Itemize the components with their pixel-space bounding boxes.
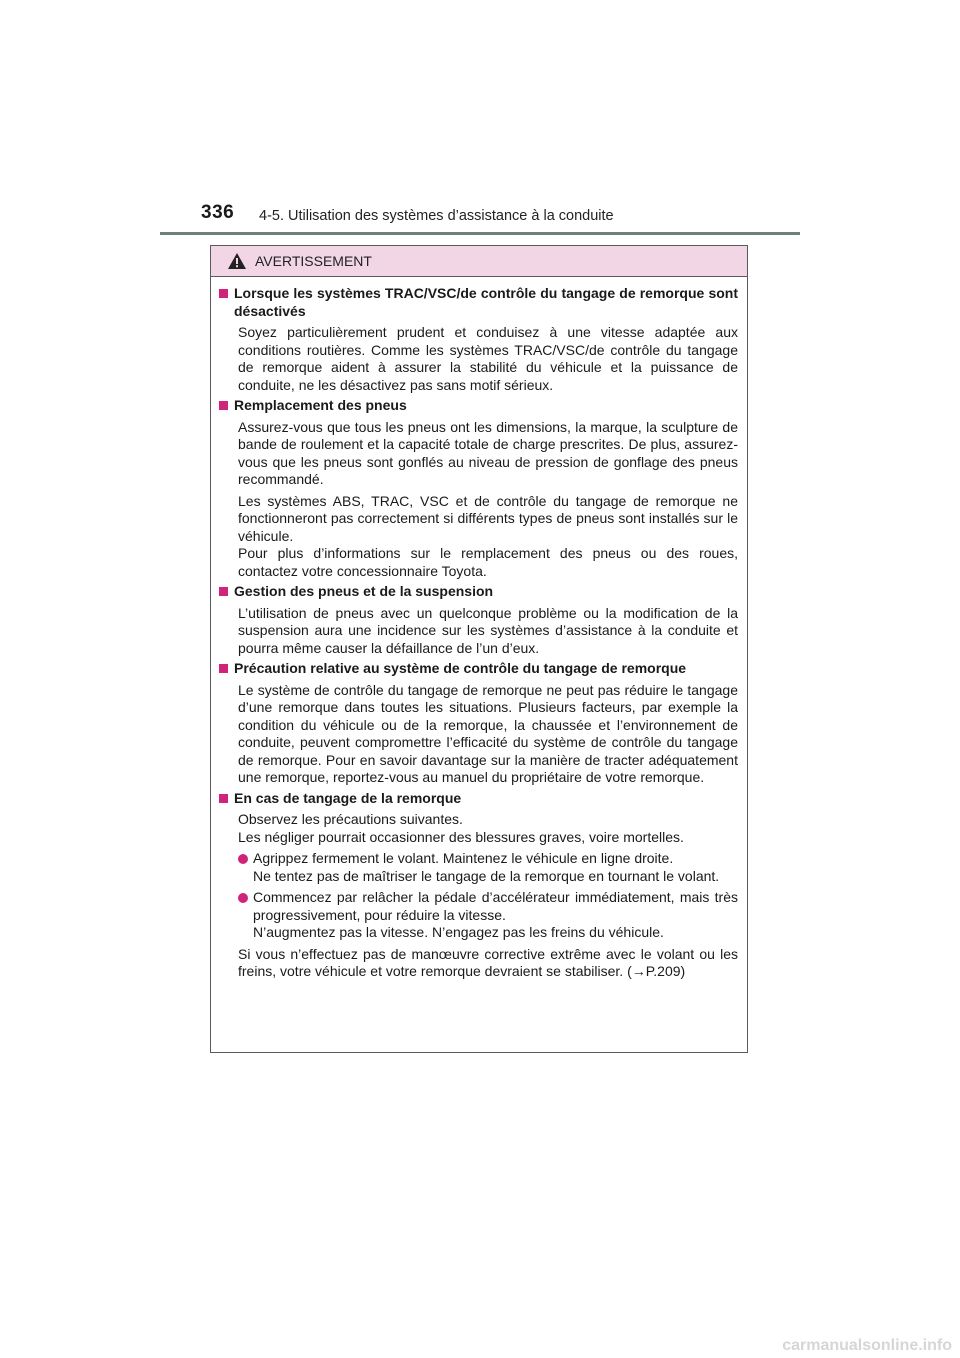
square-bullet-icon (219, 664, 228, 673)
chapter-title: 4-5. Utilisation des systèmes d’assistance à la conduite (259, 208, 614, 224)
list-item: Commencez par relâcher la pédale d’accélérateur immédiatement, mais très progressivement, pour réduire la vitesse. N’augmentez pas la vitesse. N’engagez pas les freins du véhicule. (238, 889, 738, 942)
paragraph: Si vous n’effectuez pas de manœuvre corrective extrême avec le volant ou les freins, votre véhicule et votre remorque devraient se stabiliser. (→P.209) (238, 945, 738, 979)
paragraph: Pour plus d’informations sur le remplacement des pneus ou des roues, contactez votre concessionnaire Toyota. (238, 545, 738, 579)
paragraph: Observez les précautions suivantes. Les négliger pourrait occasionner des blessures graves, voire mortelles. (238, 811, 684, 845)
header-rule (160, 232, 800, 235)
section-heading: Lorsque les systèmes TRAC/VSC/de contrôle du tangage de remorque sont désactivés (219, 285, 738, 320)
paragraph: Soyez particulièrement prudent et conduisez à une vitesse adaptée aux conditions routières. Comme les systèmes TRAC/VSC/de contrôle du tangage de remorque aident à assurer la stabilité du véhicule et la puissance de conduite, ne les désactivez pas sans motif sérieux. (238, 324, 738, 393)
warning-triangle-icon (227, 252, 247, 270)
section-heading: Remplacement des pneus (219, 397, 738, 415)
warning-label: AVERTISSEMENT (255, 253, 372, 269)
list-item: Agrippez fermement le volant. Maintenez le véhicule en ligne droite. Ne tentez pas de maîtriser le tangage de la remorque en tournant le volant. (238, 850, 738, 885)
dot-bullet-icon (238, 893, 248, 903)
section-suspension (219, 583, 738, 657)
watermark: carmanualsonline.info (782, 1337, 952, 1354)
section-trailer-sway (219, 790, 738, 981)
section-heading: Précaution relative au système de contrôle du tangage de remorque (219, 660, 738, 678)
section-trailer-sway-control (219, 660, 738, 787)
warning-box (210, 245, 748, 1053)
warning-header (211, 246, 747, 277)
section-heading: Gestion des pneus et de la suspension (219, 583, 738, 601)
paragraph: Assurez-vous que tous les pneus ont les dimensions, la marque, la sculpture de bande de roulement et la capacité totale de charge prescrites. De plus, assurez-vous que les pneus sont gonflés au niveau de pression de gonflage des pneus recommandé. (238, 418, 738, 487)
section-trac-vsc (219, 285, 738, 394)
paragraph: L’utilisation de pneus avec un quelconque problème ou la modification de la suspension aura une incidence sur les systèmes d’assistance à la conduite et pourra même causer la défaillance de l’un d’eux. (238, 604, 738, 656)
section-tires (219, 397, 738, 580)
square-bullet-icon (219, 401, 228, 410)
square-bullet-icon (219, 587, 228, 596)
square-bullet-icon (219, 289, 228, 298)
square-bullet-icon (219, 794, 228, 803)
paragraph: Les systèmes ABS, TRAC, VSC et de contrôle du tangage de remorque ne fonctionneront pas correctement si différents types de pneus sont installés sur le véhicule. (238, 492, 738, 544)
page-number: 336 (201, 202, 235, 223)
paragraph: Le système de contrôle du tangage de remorque ne peut pas réduire le tangage d’une remorque dans toutes les situations. Plusieurs facteurs, par exemple la condition du véhicule ou de la remorque, la chaussée et l’environnement de conduite, peuvent compromettre l’efficacité du système de contrôle du tangage de remorque. Pour en savoir davantage sur la manière de tracter adéquatement une remorque, reportez-vous au manuel du propriétaire de votre remorque. (238, 681, 738, 785)
dot-bullet-icon (238, 854, 248, 864)
warning-body (211, 277, 747, 981)
section-heading: En cas de tangage de la remorque (219, 790, 738, 808)
